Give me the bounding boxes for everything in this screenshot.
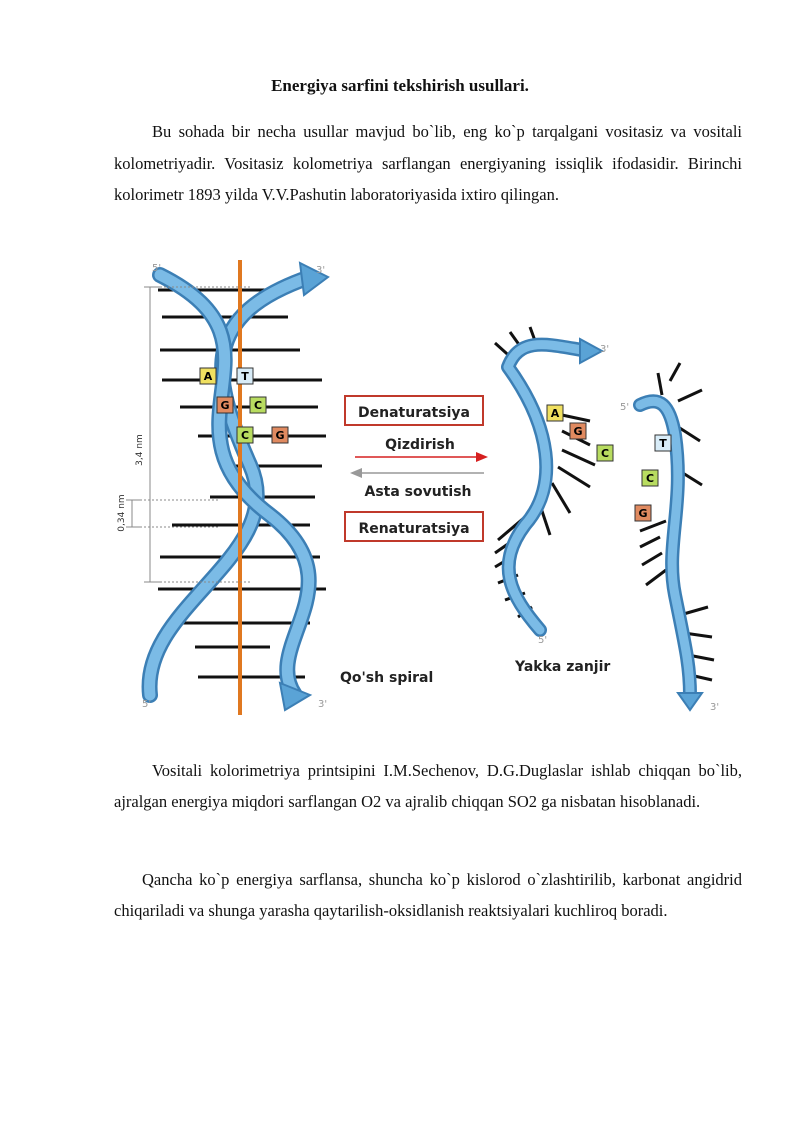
right-strand-end-5: 5'	[620, 402, 630, 413]
right-strand-base-t: T	[659, 437, 667, 450]
heating-label: Qizdirish	[385, 437, 455, 453]
cooling-arrow	[350, 468, 362, 478]
dna-denaturation-figure	[100, 255, 740, 725]
heating-arrow	[476, 452, 488, 462]
slow-cooling-label: Asta sovutish	[364, 484, 472, 500]
paragraph-3	[114, 864, 742, 926]
helix-base-g: G	[220, 399, 230, 412]
helix-base-t: T	[241, 370, 249, 383]
paragraph-2-text: Vositali kolorimetriya printsipini I.M.Sechenov, D.G.Duglaslar ishlab chiqqan bo`lib, ajralgan energiya miqdori sarflangan O2 va ajralib chiqqan SO2 ga nisbatan hisoblanadi.	[114, 761, 742, 811]
right-strand-end-3: 3'	[710, 702, 720, 713]
helix-base-a: A	[203, 370, 213, 383]
double-helix-label: Qo'sh spiral	[340, 670, 434, 686]
paragraph-2	[114, 755, 742, 817]
right-strand-base-c: C	[645, 472, 655, 485]
single-strand-label: Yakka zanjir	[515, 659, 611, 675]
double-helix	[117, 260, 328, 715]
left-strand-end-5: 5'	[538, 635, 548, 646]
paragraph-1	[114, 116, 742, 211]
denaturation-label: Denaturatsiya	[358, 405, 470, 421]
right-strand-base-g: G	[638, 507, 648, 520]
left-strand-base-c: C	[600, 447, 610, 460]
single-strand-right	[620, 363, 719, 713]
left-strand-end-3: 3'	[600, 344, 610, 355]
helix-base-g2: G	[275, 429, 285, 442]
left-strand-bases	[547, 405, 613, 461]
single-strand-left	[495, 327, 613, 646]
scale-3-4-label: 3,4 nm	[135, 434, 145, 466]
renaturation-label: Renaturatsiya	[358, 521, 470, 537]
helix-end-5-bottom: 5'	[142, 699, 152, 710]
right-strand-bases	[635, 435, 671, 521]
helix-end-3-bottom: 3'	[318, 699, 328, 710]
helix-end-3-top: 3'	[316, 265, 326, 276]
page-title: Energiya sarfini tekshirish usullari.	[271, 76, 529, 95]
scale-0-34-label: 0,34 nm	[117, 494, 127, 532]
helix-base-c2: C	[240, 429, 250, 442]
helix-end-5-top: 5'	[152, 263, 162, 274]
paragraph-3-text: Qancha ko`p energiya sarflansa, shuncha ko`p kislorod o`zlashtirilib, karbonat angidrid chiqariladi va shunga yarasha qaytarilish-oksidlanish reaktsiyalari kuchliroq boradi.	[114, 870, 742, 920]
left-strand-base-g: G	[573, 425, 583, 438]
helix-base-c: C	[253, 399, 263, 412]
paragraph-1-text: Bu sohada bir necha usullar mavjud bo`lib, eng ko`p tarqalgani vositasiz va vositali kolometriyadir. Vositasiz kolometriya sarflangan energiyaning issiqlik ifodasidir. Birinchi kolorimetr 1893 yilda V.V.Pashutin laboratoriyasida ixtiro qilingan.	[114, 122, 742, 204]
left-strand-base-a: A	[550, 407, 560, 420]
